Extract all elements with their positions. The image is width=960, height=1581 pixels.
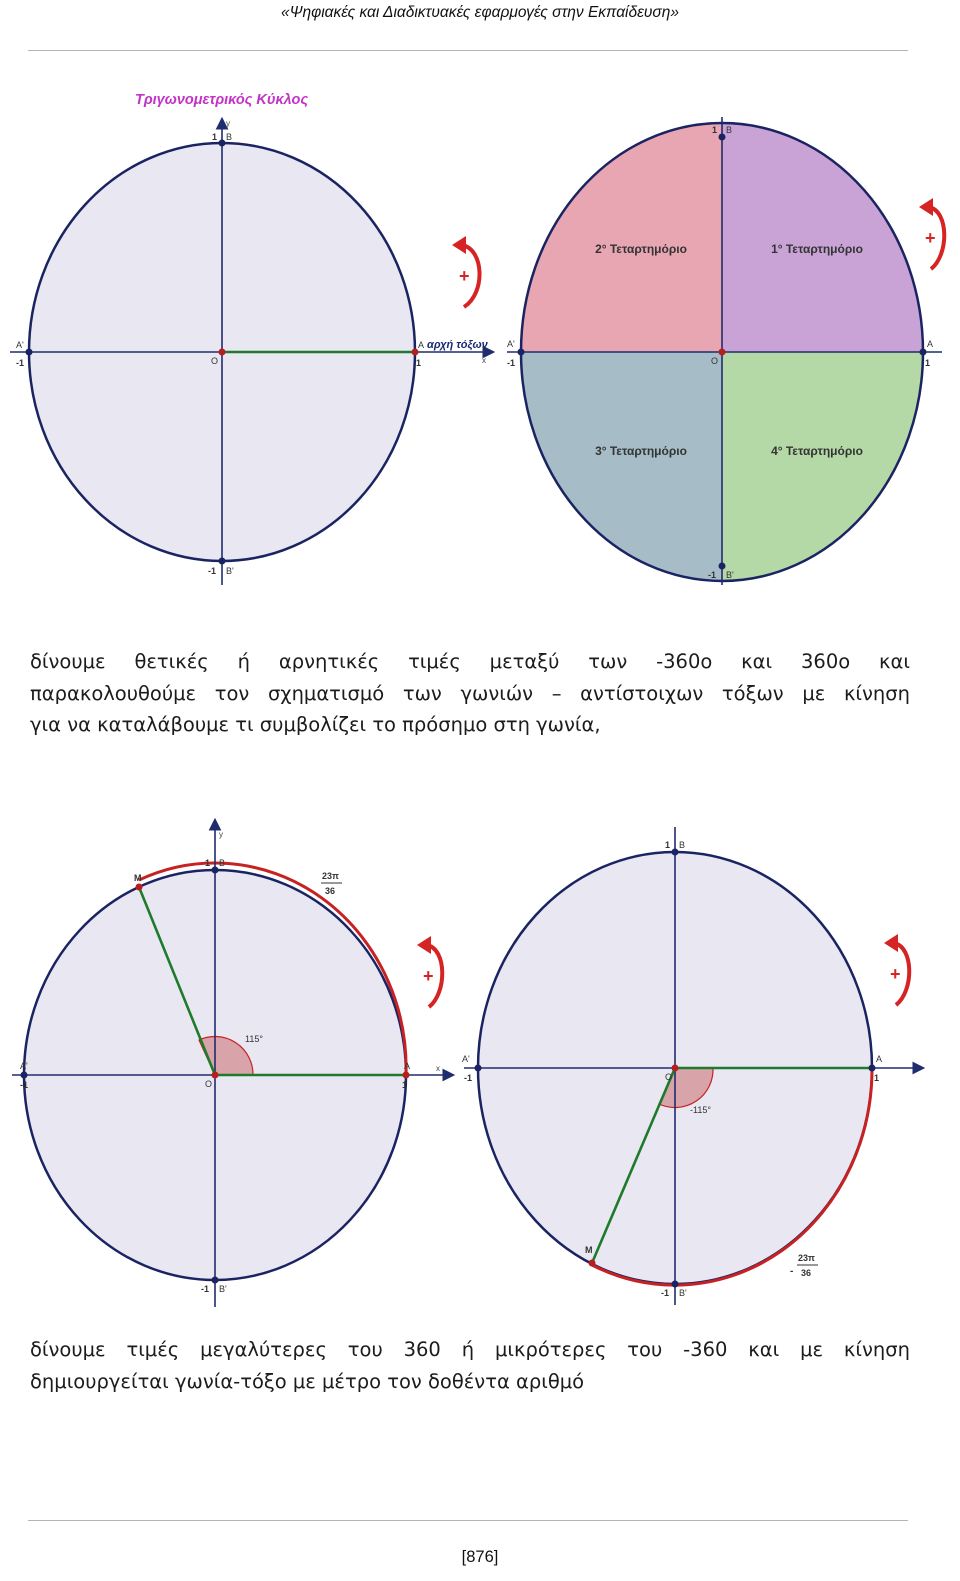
point-B-prime: [672, 1281, 679, 1288]
tick-y-1: 1: [212, 132, 218, 142]
label-q4: 4° Τεταρτημόριο: [771, 444, 863, 458]
figure-unit-circle: [0, 80, 500, 590]
tick-y-1: 1: [712, 125, 718, 135]
label-B: B: [726, 125, 733, 135]
label-M: M: [134, 873, 142, 883]
svg-text:+: +: [459, 266, 470, 286]
rotation-arrow-icon: [884, 934, 909, 1005]
tick-x-1: 1: [925, 358, 931, 368]
rotation-arrow-icon: [919, 198, 944, 269]
point-B: [719, 134, 726, 141]
label-q2: 2° Τεταρτημόριο: [595, 242, 687, 256]
label-arc-num: 23π: [322, 871, 339, 881]
label-angle: 115°: [245, 1034, 263, 1044]
running-header: «Ψηφιακές και Διαδικτυακές εφαρμογές στην Εκπαίδευση»: [280, 4, 680, 21]
svg-text:+: +: [890, 964, 901, 984]
point-A: [869, 1065, 876, 1072]
label-q1: 1° Τεταρτημόριο: [771, 242, 863, 256]
label-O: O: [665, 1072, 673, 1082]
arc-start-label: αρχή τόξων: [427, 339, 488, 351]
tick-x-1: 1: [874, 1073, 880, 1083]
label-A: A: [927, 339, 934, 349]
point-O: [672, 1065, 679, 1072]
point-B: [219, 140, 226, 147]
tick-x-neg1: -1: [16, 358, 25, 368]
label-B: B: [679, 840, 686, 850]
point-A-prime: [26, 349, 33, 356]
paragraph-1-line: παρακολουθούμε τον σχηματισμό των γωνιών – αντίστοιχων τόξων με κίνηση: [30, 681, 910, 705]
tick-x-1: 1: [416, 358, 422, 368]
label-A-prime: A': [507, 339, 515, 349]
label-A: A: [876, 1054, 883, 1064]
label-B: B: [226, 132, 233, 142]
label-A: A: [404, 1061, 411, 1071]
point-O: [219, 349, 226, 356]
figure-negative-angle: [462, 815, 940, 1315]
label-q3: 3° Τεταρτημόριο: [595, 444, 687, 458]
point-O: [212, 1072, 219, 1079]
quadrant-1: [722, 123, 923, 352]
header-rule: [28, 50, 908, 51]
label-arc-sign: -: [790, 1266, 794, 1277]
tick-y-1: 1: [205, 858, 211, 868]
figure-title: Τριγωνομετρικός Κύκλος: [135, 92, 309, 108]
footer-rule: [28, 1520, 908, 1521]
svg-text:+: +: [423, 966, 434, 986]
label-arc-den: 36: [801, 1268, 812, 1278]
paragraph-2-line: δημιουργείται γωνία-τόξο με μέτρο τον δοθέντα αριθμό: [30, 1369, 585, 1393]
label-B-prime: B': [226, 566, 234, 576]
label-B-prime: B': [679, 1288, 687, 1298]
quadrant-3: [521, 352, 722, 581]
figure-quadrants: [495, 115, 960, 590]
point-B: [672, 849, 679, 856]
paragraph-1-line: για να καταλάβουμε τι συμβολίζει το πρόσημο στη γωνία,: [30, 713, 601, 736]
svg-text:+: +: [925, 228, 936, 248]
tick-x-1: 1: [402, 1080, 408, 1090]
tick-y-neg1: -1: [708, 570, 717, 580]
tick-x-neg1: -1: [464, 1073, 473, 1083]
label-O: O: [205, 1079, 213, 1089]
label-A-prime: A': [462, 1054, 470, 1064]
label-A: A: [418, 340, 425, 350]
paragraph-1-line: δίνουμε θετικές ή αρνητικές τιμές μεταξύ των -360ο και 360ο και: [30, 650, 910, 673]
quadrant-2: [521, 123, 722, 352]
label-B-prime: B': [219, 1284, 227, 1294]
label-O: O: [711, 356, 719, 366]
label-y-axis: y: [219, 830, 223, 839]
label-arc-num: 23π: [798, 1253, 815, 1263]
tick-x-neg1: -1: [20, 1080, 29, 1090]
label-O: O: [211, 356, 219, 366]
tick-y-1: 1: [665, 840, 671, 850]
point-A: [920, 349, 927, 356]
point-B-prime: [219, 558, 226, 565]
tick-y-neg1: -1: [208, 566, 217, 576]
tick-x-neg1: -1: [507, 358, 516, 368]
point-O: [719, 349, 726, 356]
paragraph-1: [30, 646, 910, 741]
point-B-prime: [719, 563, 726, 570]
point-A-prime: [21, 1072, 28, 1079]
point-A: [403, 1072, 410, 1079]
point-A-prime: [475, 1065, 482, 1072]
label-angle: -115°: [690, 1105, 711, 1115]
rotation-arrow-icon: [417, 936, 442, 1007]
point-M: [589, 1260, 596, 1267]
rotation-arrow-icon: [452, 236, 480, 307]
label-B: B: [219, 858, 226, 868]
label-x-axis: x: [436, 1064, 440, 1073]
tick-y-neg1: -1: [661, 1288, 670, 1298]
paragraph-2: [30, 1334, 910, 1397]
label-A-prime: A': [20, 1061, 28, 1071]
label-B-prime: B': [726, 570, 734, 580]
label-y-axis: y: [226, 119, 230, 128]
label-M: M: [585, 1245, 593, 1255]
paragraph-2-line: δίνουμε τιμές μεγαλύτερες του 360 ή μικρότερες του -360 και με κίνηση: [30, 1338, 910, 1361]
point-M: [136, 884, 143, 891]
tick-y-neg1: -1: [201, 1284, 210, 1294]
label-arc-den: 36: [325, 886, 336, 896]
point-A-prime: [518, 349, 525, 356]
page-number: [876]: [461, 1548, 499, 1566]
label-x-axis: x: [482, 356, 486, 365]
label-A-prime: A': [16, 340, 24, 350]
figure-positive-angle: [0, 815, 473, 1315]
point-B-prime: [212, 1277, 219, 1284]
quadrant-4: [722, 352, 923, 581]
point-B: [212, 867, 219, 874]
